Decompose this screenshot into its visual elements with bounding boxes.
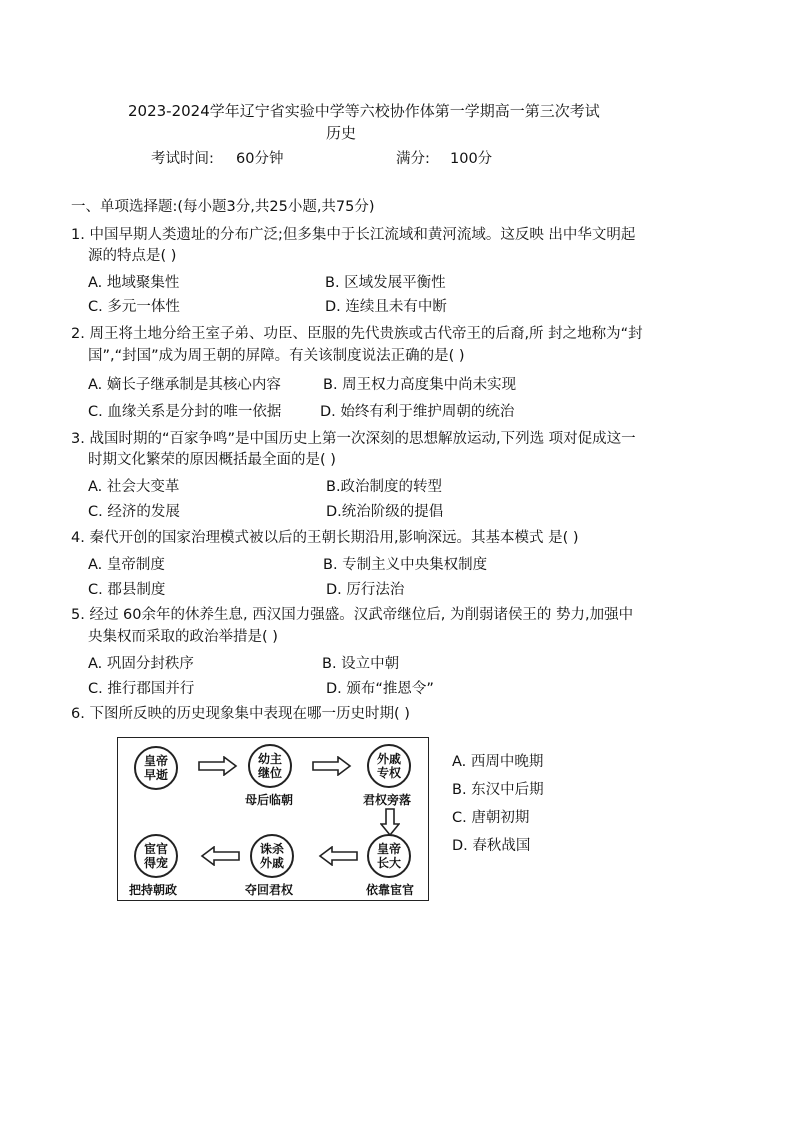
option-d[interactable]: D. 厉行法治 <box>326 582 405 598</box>
option-b[interactable]: B. 设立中朝 <box>322 656 400 672</box>
question-stem-line: 5. 经过 60余年的休养生息, 西汉国力强盛。汉武帝继位后, 为削弱诸侯王的 势力,加强中 <box>71 607 634 623</box>
diagram-node-emperor-early-death: 皇帝早逝 <box>134 746 178 790</box>
arrow-left-icon <box>318 846 358 866</box>
option-b[interactable]: B. 周王权力高度集中尚未实现 <box>323 377 517 393</box>
score-value: 100分 <box>450 151 493 167</box>
option-c[interactable]: C. 唐朝初期 <box>452 810 530 826</box>
question-stem-line: 6. 下图所反映的历史现象集中表现在哪一历史时期( ) <box>71 706 410 722</box>
option-c[interactable]: C. 多元一体性 <box>88 299 180 315</box>
section-heading: 一、单项选择题:(每小题3分,共25小题,共75分) <box>71 199 375 215</box>
arrow-down-icon <box>380 808 400 836</box>
question-stem-line: 3. 战国时期的“百家争鸣”是中国历史上第一次深刻的思想解放运动,下列选 项对促成这一 <box>71 431 636 447</box>
option-a[interactable]: A. 地域聚集性 <box>88 275 180 291</box>
question-stem-line: 时期文化繁荣的原因概括最全面的是( ) <box>88 452 336 468</box>
diagram-caption: 依靠宦官 <box>366 883 415 897</box>
arrow-left-icon <box>200 846 240 866</box>
option-a[interactable]: A. 社会大变革 <box>88 479 180 495</box>
exam-title: 2023-2024学年辽宁省实验中学等六校协作体第一学期高一第三次考试 <box>128 102 600 120</box>
option-d[interactable]: D. 颁布“推恩令” <box>326 681 434 697</box>
diagram-caption: 君权旁落 <box>363 793 412 807</box>
option-d[interactable]: D.统治阶级的提倡 <box>326 504 444 520</box>
option-d[interactable]: D. 春秋战国 <box>452 838 531 854</box>
question-stem-line: 4. 秦代开创的国家治理模式被以后的王朝长期沿用,影响深远。其基本模式 是( ) <box>71 530 579 546</box>
question-stem-line: 央集权而采取的政治举措是( ) <box>88 629 278 645</box>
question-stem-line: 源的特点是( ) <box>88 248 177 264</box>
arrow-right-icon <box>312 756 352 776</box>
question-stem-line: 1. 中国早期人类遗址的分布广泛;但多集中于长江流域和黄河流域。这反映 出中华文明起 <box>71 227 636 243</box>
option-c[interactable]: C. 经济的发展 <box>88 504 180 520</box>
question-stem-line: 国”,“封国”成为周王朝的屏障。有关该制度说法正确的是( ) <box>88 348 465 364</box>
option-c[interactable]: C. 推行郡国并行 <box>88 681 195 697</box>
option-c[interactable]: C. 郡县制度 <box>88 582 166 598</box>
option-c[interactable]: C. 血缘关系是分封的唯一依据 <box>88 404 282 420</box>
score-label: 满分: <box>396 151 430 167</box>
option-b[interactable]: B.政治制度的转型 <box>326 479 443 495</box>
flow-diagram <box>117 737 429 901</box>
option-b[interactable]: B. 专制主义中央集权制度 <box>323 557 488 573</box>
question-stem-line: 2. 周王将土地分给王室子弟、功臣、臣服的先代贵族或古代帝王的后裔,所 封之地称为“封 <box>71 326 643 342</box>
time-label: 考试时间: <box>151 151 214 167</box>
option-d[interactable]: D. 始终有利于维护周朝的统治 <box>320 404 515 420</box>
option-d[interactable]: D. 连续且未有中断 <box>325 299 447 315</box>
diagram-node-kill-consort: 诛杀外戚 <box>250 834 294 878</box>
option-a[interactable]: A. 巩固分封秩序 <box>88 656 194 672</box>
diagram-caption: 把持朝政 <box>129 883 178 897</box>
time-value: 60分钟 <box>236 151 284 167</box>
option-b[interactable]: B. 区域发展平衡性 <box>325 275 446 291</box>
arrow-right-icon <box>198 756 238 776</box>
diagram-node-eunuch-favored: 宦官得宠 <box>134 834 178 878</box>
diagram-node-young-ruler: 幼主继位 <box>248 744 292 788</box>
diagram-caption: 母后临朝 <box>245 793 294 807</box>
option-a[interactable]: A. 西周中晚期 <box>452 754 544 770</box>
exam-subject: 历史 <box>326 124 357 142</box>
option-a[interactable]: A. 皇帝制度 <box>88 557 165 573</box>
diagram-caption: 夺回君权 <box>245 883 294 897</box>
diagram-node-consort-clan: 外戚专权 <box>367 744 411 788</box>
option-b[interactable]: B. 东汉中后期 <box>452 782 544 798</box>
diagram-node-emperor-grown: 皇帝长大 <box>367 834 411 878</box>
option-a[interactable]: A. 嫡长子继承制是其核心内容 <box>88 377 281 393</box>
